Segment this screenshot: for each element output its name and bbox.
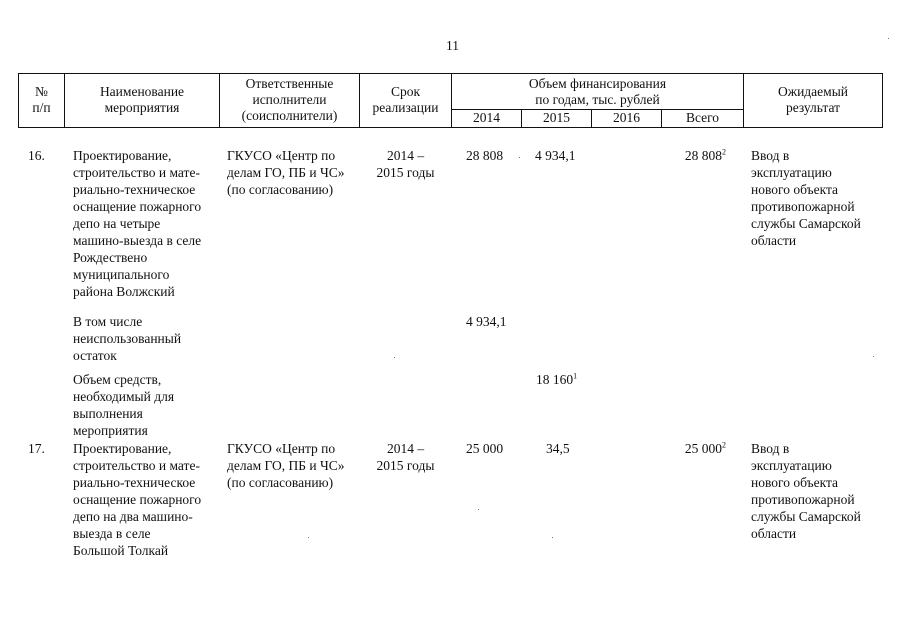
row-num: 17. — [28, 441, 45, 456]
footnote-mark: 2 — [722, 440, 726, 450]
header-year-2015: 2015 — [543, 110, 570, 125]
scan-speck — [873, 356, 874, 357]
header-num: № п/п — [32, 84, 51, 115]
row-value-2014: 25 000 — [466, 441, 504, 456]
header-year-2014: 2014 — [473, 110, 500, 125]
scan-speck — [519, 157, 520, 158]
header-financing: Объем финансирования по годам, тыс. рублей — [528, 76, 667, 107]
header-total: Всего — [685, 110, 720, 125]
header-result: Ожидаемый результат — [778, 84, 848, 115]
page-number: 11 — [446, 38, 459, 53]
row-value-total: 25 $000^2$ — [684, 440, 726, 456]
row-value-2014: 4 934,1 — [466, 314, 507, 329]
header-year-2016: 2016 — [613, 110, 640, 125]
footnote-mark: 1 — [573, 371, 578, 381]
header-term: Срок реализации — [372, 84, 439, 115]
row-name: Проектирование, строительство и мате- риально-техническое оснащение пожарного депо на четыре машино-выезда в селе Рождествено муниципального района Волжский — [73, 148, 202, 299]
header-responsible: Ответственные исполнители (соисполнители) — [241, 76, 338, 123]
row-value-total: 28 $808^2$ — [684, 147, 726, 163]
row-value-2015: 34,5 — [546, 441, 570, 456]
header-name: Наименование мероприятия — [99, 84, 185, 115]
scan-speck — [394, 357, 395, 358]
row-responsible: ГКУСО «Центр по делам ГО, ПБ и ЧС» (по согласованию) — [227, 441, 345, 490]
footnote-mark: 2 — [722, 147, 726, 157]
row-result: Ввод в эксплуатацию нового объекта противопожарной службы Самарской области — [751, 148, 861, 248]
row-result: Ввод в эксплуатацию нового объекта противопожарной службы Самарской области — [751, 441, 861, 541]
row-name: Проектирование, строительство и мате- риально-техническое оснащение пожарного депо на два машино- выезда в селе Большой Толкай — [73, 441, 202, 558]
scan-speck — [552, 537, 553, 538]
row-num: 16. — [28, 148, 45, 163]
row-term: 2014 – 2015 годы — [376, 148, 435, 180]
row-name: Объем средств, необходимый для выполнения мероприятия — [73, 372, 175, 438]
row-value-2015: 4 934,1 — [535, 148, 576, 163]
row-value-2015: 18 $160^1$ — [536, 371, 578, 387]
scan-speck — [888, 38, 889, 39]
row-name: В том числе неиспользованный остаток — [73, 314, 182, 363]
scan-speck — [478, 509, 479, 510]
row-responsible: ГКУСО «Центр по делам ГО, ПБ и ЧС» (по согласованию) — [227, 148, 345, 197]
row-value-2014: 28 808 — [466, 148, 504, 163]
scan-speck — [308, 537, 309, 538]
row-term: 2014 – 2015 годы — [376, 441, 435, 473]
